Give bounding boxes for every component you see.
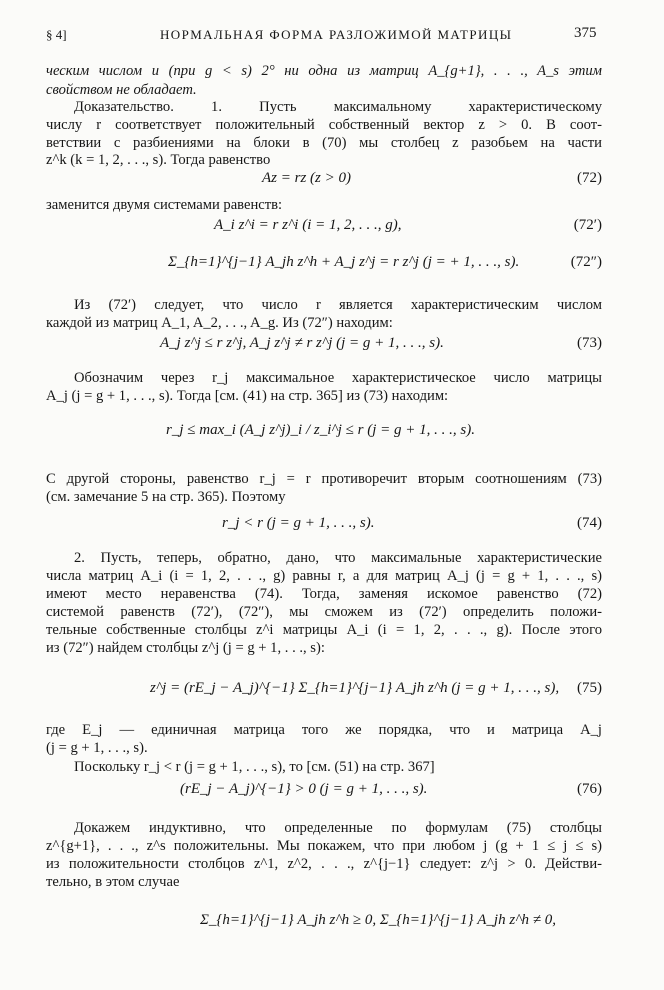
text-line-7: заменится двумя системами равенств: <box>46 197 283 213</box>
equation-75: z^j = (rE_j − A_j)^{−1} Σ_{h=1}^{j−1} A_jh z^h (j = g + 1, . . ., s), <box>150 680 560 696</box>
text-line-1: ческим числом и (при g < s) 2° ни одна из матриц A_{g+1}, . . ., A_s этим <box>46 63 602 79</box>
text-line-11: A_j (j = g + 1, . . ., s). Тогда [см. (41) на стр. 365] из (73) находим: <box>46 388 449 404</box>
text-line-19: из (72″) найдем столбцы z^j (j = g + 1, . . ., s): <box>46 640 325 656</box>
equation-number-72: (72) <box>577 170 602 186</box>
text-line-25: из положительности столбцов z^1, z^2, . . ., z^{j−1} следует: z^j > 0. Действи- <box>46 856 602 872</box>
page-number: 375 <box>574 25 597 41</box>
text-line-16: имеют место неравенства (74). Тогда, заменяя искомое равенство (72) <box>46 586 602 602</box>
equation-number-74: (74) <box>577 515 602 531</box>
text-line-2: свойством не обладает. <box>46 82 197 98</box>
equation-74: r_j < r (j = g + 1, . . ., s). <box>222 515 375 531</box>
text-line-23: Докажем индуктивно, что определенные по формулам (75) столбцы <box>74 820 602 836</box>
equation-76: (rE_j − A_j)^{−1} > 0 (j = g + 1, . . ., s). <box>180 781 428 797</box>
text-line-9: каждой из матриц A_1, A_2, . . ., A_g. Из (72″) находим: <box>46 315 393 331</box>
equation-number-72-prime: (72′) <box>573 217 602 233</box>
text-line-18: тельные собственные столбцы z^i матрицы A_i (i = 1, 2, . . ., g). После этого <box>46 622 602 638</box>
equation-72-prime: A_i z^i = r z^i (i = 1, 2, . . ., g), <box>214 217 402 233</box>
equation-number-75: (75) <box>577 680 602 696</box>
text-line-6: z^k (k = 1, 2, . . ., s). Тогда равенство <box>46 152 271 168</box>
equation-sum-inequalities: Σ_{h=1}^{j−1} A_jh z^h ≥ 0, Σ_{h=1}^{j−1} A_jh z^h ≠ 0, <box>200 912 557 928</box>
text-line-21: (j = g + 1, . . ., s). <box>46 740 148 756</box>
equation-72-double-prime: Σ_{h=1}^{j−1} A_jh z^h + A_j z^j = r z^j (j = + 1, . . ., s). <box>168 254 520 270</box>
proof-heading-line: Доказательство. 1. Пусть максимальному характеристическому <box>74 99 602 115</box>
text-line-5: ветствии с разбиениями на блоки в (70) мы столбец z разобьем на части <box>46 135 602 151</box>
text-line-20: где E_j — единичная матрица того же порядка, что и матрица A_j <box>46 722 602 738</box>
equation-number-76: (76) <box>577 781 602 797</box>
text-line-4: числу r соответствует положительный собственный вектор z > 0. В соот- <box>46 117 602 133</box>
equation-72: Az = rz (z > 0) <box>262 170 351 186</box>
text-line-17: системой равенств (72′), (72″), мы сможем из (72′) определить положи- <box>46 604 602 620</box>
equation-number-72-double-prime: (72″) <box>570 254 602 270</box>
equation-73: A_j z^j ≤ r z^j, A_j z^j ≠ r z^j (j = g + 1, . . ., s). <box>160 335 444 351</box>
equation-number-73: (73) <box>577 335 602 351</box>
text-line-13: (см. замечание 5 на стр. 365). Поэтому <box>46 489 286 505</box>
running-section: § 4] <box>46 27 67 42</box>
text-line-22: Поскольку r_j < r (j = g + 1, . . ., s), то [см. (51) на стр. 367] <box>74 759 435 775</box>
text-line-8: Из (72′) следует, что число r является характеристическим числом <box>74 297 602 313</box>
text-line-26: тельно, в этом случае <box>46 874 180 890</box>
text-line-10: Обозначим через r_j максимальное характеристическое число матрицы <box>74 370 602 386</box>
text-line-14: 2. Пусть, теперь, обратно, дано, что максимальные характеристические <box>74 550 602 566</box>
equation-rj-bound: r_j ≤ max_i (A_j z^j)_i / z_i^j ≤ r (j = g + 1, . . ., s). <box>166 422 475 438</box>
text-line-12: С другой стороны, равенство r_j = r противоречит вторым соотношениям (73) <box>46 471 602 487</box>
text-line-15: числа матриц A_i (i = 1, 2, . . ., g) равны r, а для матриц A_j (j = g + 1, . . ., s) <box>46 568 602 584</box>
text-line-24: z^{g+1}, . . ., z^s положительны. Мы покажем, что при любом j (g + 1 ≤ j ≤ s) <box>46 838 602 854</box>
running-title: НОРМАЛЬНАЯ ФОРМА РАЗЛОЖИМОЙ МАТРИЦЫ <box>160 27 513 42</box>
